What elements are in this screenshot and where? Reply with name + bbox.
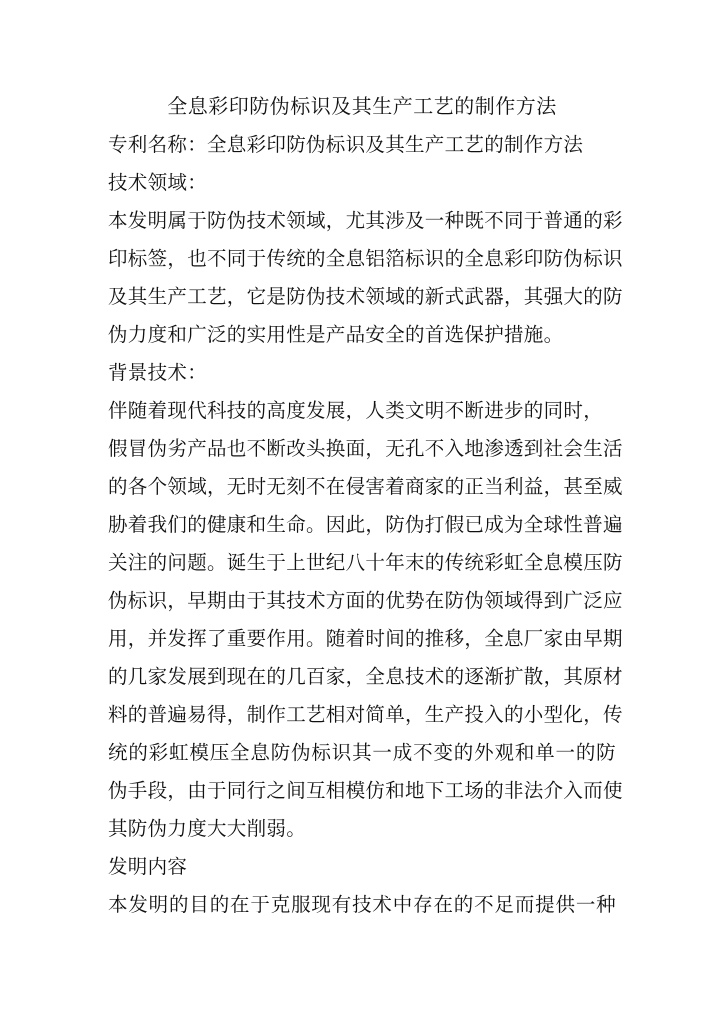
text-line: 专利名称：全息彩印防伪标识及其生产工艺的制作方法	[108, 133, 584, 156]
text-line: 伪手段，由于同行之间互相模仿和地下工场的非法介入而使	[108, 779, 623, 802]
text-line: 背景技术：	[108, 361, 208, 384]
text-line: 的各个领域，无时无刻不在侵害着商家的正当利益，甚至威	[108, 475, 623, 498]
text-line: 关注的问题。诞生于上世纪八十年末的传统彩虹全息模压防	[108, 551, 623, 574]
text-line: 技术领域：	[108, 171, 208, 194]
text-line: 及其生产工艺，它是防伪技术领域的新式武器，其强大的防	[108, 285, 623, 308]
text-line: 统的彩虹模压全息防伪标识其一成不变的外观和单一的防	[108, 741, 616, 764]
text-line: 的几家发展到现在的几百家，全息技术的逐渐扩散，其原材	[108, 665, 623, 688]
text-line: 料的普遍易得，制作工艺相对简单，生产投入的小型化，传	[108, 703, 623, 726]
text-line: 本发明属于防伪技术领域，尤其涉及一种既不同于普通的彩	[108, 209, 623, 232]
text-line: 发明内容	[108, 855, 188, 878]
text-line: 假冒伪劣产品也不断改头换面，无孔不入地渗透到社会生活	[108, 437, 623, 460]
document-body	[108, 126, 623, 924]
text-line: 伪力度和广泛的实用性是产品安全的首选保护措施。	[108, 323, 564, 346]
text-line: 印标签，也不同于传统的全息铝箔标识的全息彩印防伪标识	[108, 247, 623, 270]
text-line: 用，并发挥了重要作用。随着时间的推移，全息厂家由早期	[108, 627, 623, 650]
document-page	[108, 92, 623, 924]
text-line: 其防伪力度大大削弱。	[108, 817, 307, 840]
text-line: 伪标识，早期由于其技术方面的优势在防伪领域得到广泛应	[108, 589, 623, 612]
document-title: 全息彩印防伪标识及其生产工艺的制作方法	[167, 94, 557, 118]
text-line: 胁着我们的健康和生命。因此，防伪打假已成为全球性普遍	[108, 513, 623, 536]
text-line: 伴随着现代科技的高度发展，人类文明不断进步的同时，	[108, 399, 604, 422]
text-line: 本发明的目的在于克服现有技术中存在的不足而提供一种	[108, 893, 616, 916]
